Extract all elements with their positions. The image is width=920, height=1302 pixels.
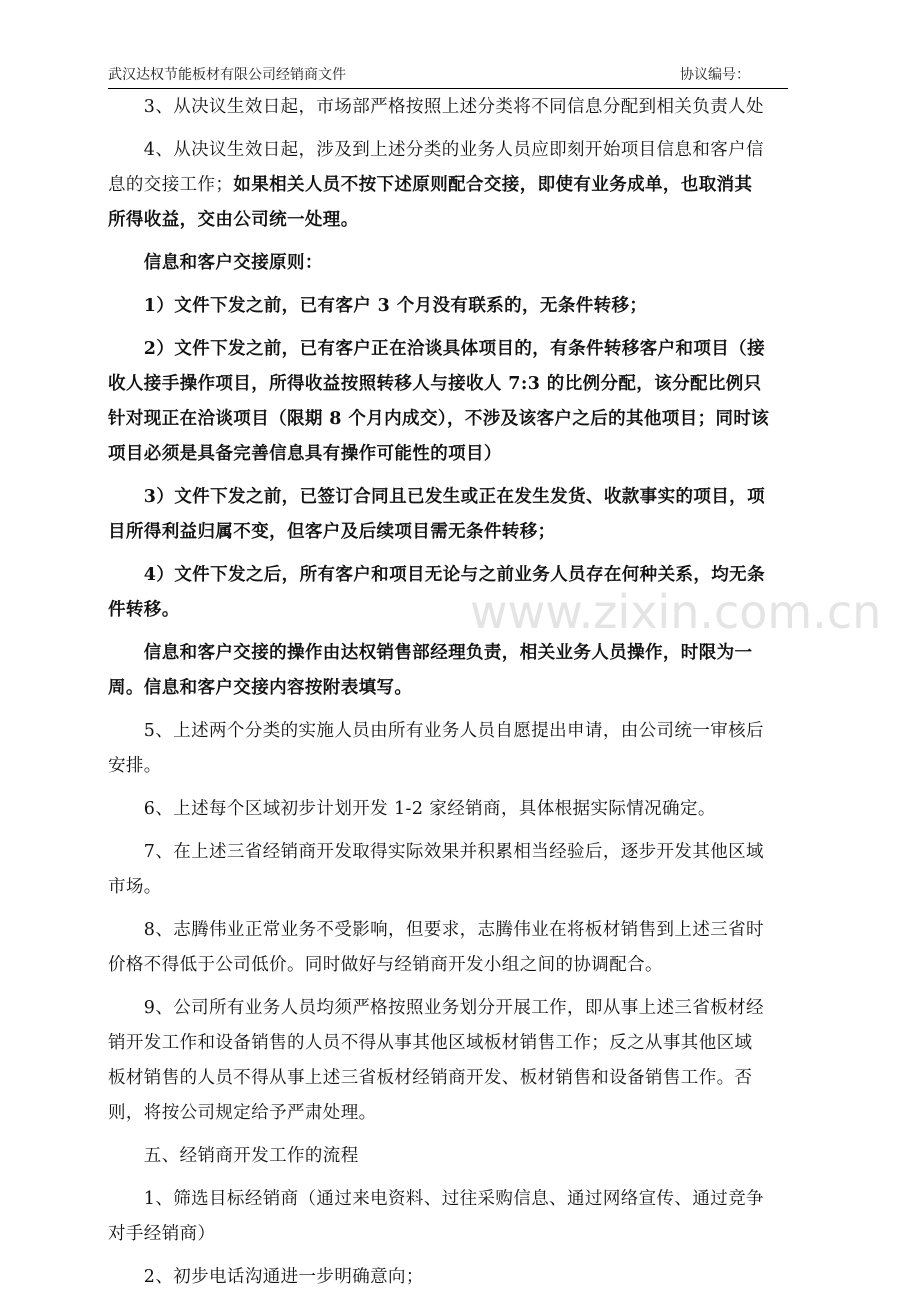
- paragraph: [108, 246, 783, 281]
- document-body: [108, 90, 783, 1295]
- text-line: 3、从决议生效日起，市场部严格按照上述分类将不同信息分配到相关负责人处: [108, 97, 764, 117]
- text-line: 项目必须是具备完善信息具有操作可能性的项目）: [108, 444, 502, 464]
- paragraph: [108, 913, 783, 983]
- text-line: [108, 168, 783, 203]
- paragraph: [108, 289, 783, 324]
- paragraph: [108, 90, 783, 125]
- text-line: 价格不得低于公司低价。同时做好与经销商开发小组之间的协调配合。: [108, 955, 663, 975]
- paragraph: [108, 558, 783, 628]
- text-line: 收人接手操作项目，所得收益按照转移人与接收人 7:3 的比例分配，该分配比例只: [108, 374, 762, 394]
- text-line: 2）文件下发之前，已有客户正在洽谈具体项目的，有条件转移客户和项目（接: [108, 339, 765, 359]
- paragraph: [108, 1139, 783, 1174]
- text-line: 件转移。: [108, 600, 180, 620]
- text-line: 9、公司所有业务人员均须严格按照业务划分开展工作，即从事上述三省板材经: [108, 998, 764, 1018]
- text-line: 信息和客户交接原则：: [108, 253, 323, 273]
- paragraph: [108, 332, 783, 472]
- text-line: 销开发工作和设备销售的人员不得从事其他区域板材销售工作；反之从事其他区域: [108, 1033, 753, 1053]
- text-line: 对手经销商）: [108, 1224, 216, 1244]
- text-line: 所得收益，交由公司统一处理。: [108, 210, 359, 230]
- paragraph: [108, 480, 783, 550]
- text-line: 市场。: [108, 877, 162, 897]
- paragraph: [108, 636, 783, 706]
- text-run-bold: 如果相关人员不按下述原则配合交接，即使有业务成单，也取消其: [233, 175, 753, 195]
- paragraph: [108, 133, 783, 238]
- text-line: 则，将按公司规定给予严肃处理。: [108, 1103, 377, 1123]
- text-line: 1、筛选目标经销商（通过来电资料、过往采购信息、通过网络宣传、通过竞争: [108, 1189, 764, 1209]
- text-line: 3）文件下发之前，已签订合同且已发生或正在发生发货、收款事实的项目，项: [108, 487, 765, 507]
- text-line: 针对现正在洽谈项目（限期 8 个月内成交），不涉及该客户之后的其他项目；同时该: [108, 409, 770, 429]
- text-line: 5、上述两个分类的实施人员由所有业务人员自愿提出申请，由公司统一审核后: [108, 721, 764, 741]
- header-agreement-no: 协议编号：: [680, 67, 750, 83]
- paragraph: [108, 991, 783, 1131]
- text-line: 2、初步电话沟通进一步明确意向；: [108, 1267, 424, 1287]
- paragraph: [108, 714, 783, 784]
- text-line: 板材销售的人员不得从事上述三省板材经销商开发、板材销售和设备销售工作。否: [108, 1068, 753, 1088]
- text-run: 息的交接工作；: [108, 175, 234, 195]
- paragraph: [108, 1260, 783, 1295]
- paragraph: [108, 792, 783, 827]
- text-line: 信息和客户交接的操作由达权销售部经理负责，相关业务人员操作，时限为一: [108, 643, 753, 663]
- page-header: [108, 64, 788, 89]
- text-line: 目所得利益归属不变，但客户及后续项目需无条件转移；: [108, 522, 556, 542]
- header-company: 武汉达权节能板材有限公司经销商文件: [108, 67, 346, 83]
- text-line: 7、在上述三省经销商开发取得实际效果并积累相当经验后，逐步开发其他区域: [108, 842, 764, 862]
- text-line: 8、志腾伟业正常业务不受影响，但要求，志腾伟业在将板材销售到上述三省时: [108, 920, 764, 940]
- text-line: 6、上述每个区域初步计划开发 1-2 家经销商，具体根据实际情况确定。: [108, 799, 716, 819]
- paragraph: [108, 835, 783, 905]
- text-line: 1）文件下发之前，已有客户 3 个月没有联系的，无条件转移；: [108, 296, 648, 316]
- watermark: www.zixin.com.cn: [470, 585, 882, 639]
- text-line: 4、从决议生效日起，涉及到上述分类的业务人员应即刻开始项目信息和客户信: [108, 140, 764, 160]
- text-line: 安排。: [108, 756, 162, 776]
- text-line: 4）文件下发之后，所有客户和项目无论与之前业务人员存在何种关系，均无条: [108, 565, 765, 585]
- text-line: 周。信息和客户交接内容按附表填写。: [108, 678, 413, 698]
- text-line: 五、经销商开发工作的流程: [108, 1146, 359, 1166]
- paragraph: [108, 1182, 783, 1252]
